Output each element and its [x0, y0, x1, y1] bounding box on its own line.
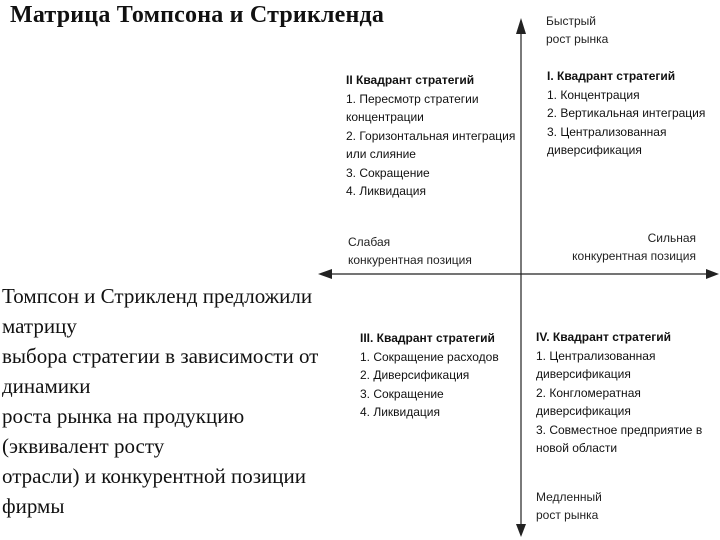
description-line: динамики: [2, 374, 91, 398]
axis-label-line: конкурентная позиция: [572, 249, 696, 263]
arrow-down-icon: [516, 524, 526, 537]
axis-label-line: рост рынка: [536, 508, 599, 522]
quadrant-line: диверсификация: [547, 143, 642, 157]
quadrant-2: [346, 71, 515, 201]
quadrant-line: 3. Сокращение: [346, 165, 430, 180]
quadrant-line: 4. Ликвидация: [346, 184, 426, 198]
quadrant-line: или слияние: [346, 147, 416, 161]
quadrant-line: 1. Сокращение расходов: [360, 349, 499, 364]
arrow-up-icon: [516, 18, 526, 34]
axis-label-line: Сильная: [647, 231, 696, 245]
quadrant-line: диверсификация: [536, 404, 631, 418]
axis-label-left: [348, 233, 472, 269]
quadrant-line: 3. Совместное предприятие в: [536, 422, 703, 437]
axis-label-line: Быстрый: [546, 14, 596, 28]
quadrant-4: [536, 328, 702, 458]
axis-label-line: конкурентная позиция: [348, 253, 472, 267]
quadrant-line: 3. Сокращение: [360, 386, 444, 401]
slide-title: Матрица Томпсона и Стрикленда: [10, 2, 385, 28]
quadrant-line: новой области: [536, 441, 618, 455]
description-line: выбора стратегии в зависимости от: [2, 344, 319, 368]
quadrant-line: 1. Концентрация: [547, 87, 640, 102]
quadrant-line: 2. Вертикальная интеграция: [547, 106, 706, 120]
description-line: отрасли) и конкурентной позиции: [2, 464, 306, 488]
axis-label-line: Слабая: [348, 235, 391, 249]
quadrant-title: III. Квадрант стратегий: [360, 331, 495, 345]
axis-label-bottom: [536, 488, 602, 524]
quadrant-title: IV. Квадрант стратегий: [536, 330, 672, 344]
description-line: Томпсон и Стрикленд предложили: [2, 284, 313, 308]
quadrant-title: I. Квадрант стратегий: [547, 69, 676, 83]
quadrant-line: концентрации: [346, 110, 424, 124]
quadrant-line: 2. Диверсификация: [360, 368, 470, 382]
quadrant-1: [547, 67, 705, 160]
quadrant-line: 1. Централизованная: [536, 348, 656, 363]
description-line: (эквивалент росту: [2, 434, 165, 458]
axis-label-line: Медленный: [536, 490, 602, 504]
description-line: фирмы: [2, 494, 65, 518]
description-line: матрицу: [2, 314, 77, 338]
description-line: роста рынка на продукцию: [2, 404, 245, 428]
arrow-left-icon: [318, 269, 332, 279]
quadrant-title: II Квадрант стратегий: [346, 73, 475, 87]
quadrant-line: 2. Конгломератная: [536, 385, 641, 400]
quadrant-line: 1. Пересмотр стратегии: [346, 91, 479, 106]
axis-label-right: [572, 229, 696, 265]
quadrant-line: 2. Горизонтальная интеграция: [346, 128, 516, 143]
axis-label-top: [546, 12, 608, 48]
quadrant-line: диверсификация: [536, 367, 631, 381]
axis-label-line: рост рынка: [546, 32, 609, 46]
quadrant-3: [360, 329, 499, 422]
quadrant-line: 3. Централизованная: [547, 124, 667, 139]
arrow-right-icon: [706, 269, 719, 279]
quadrant-line: 4. Ликвидация: [360, 405, 440, 419]
